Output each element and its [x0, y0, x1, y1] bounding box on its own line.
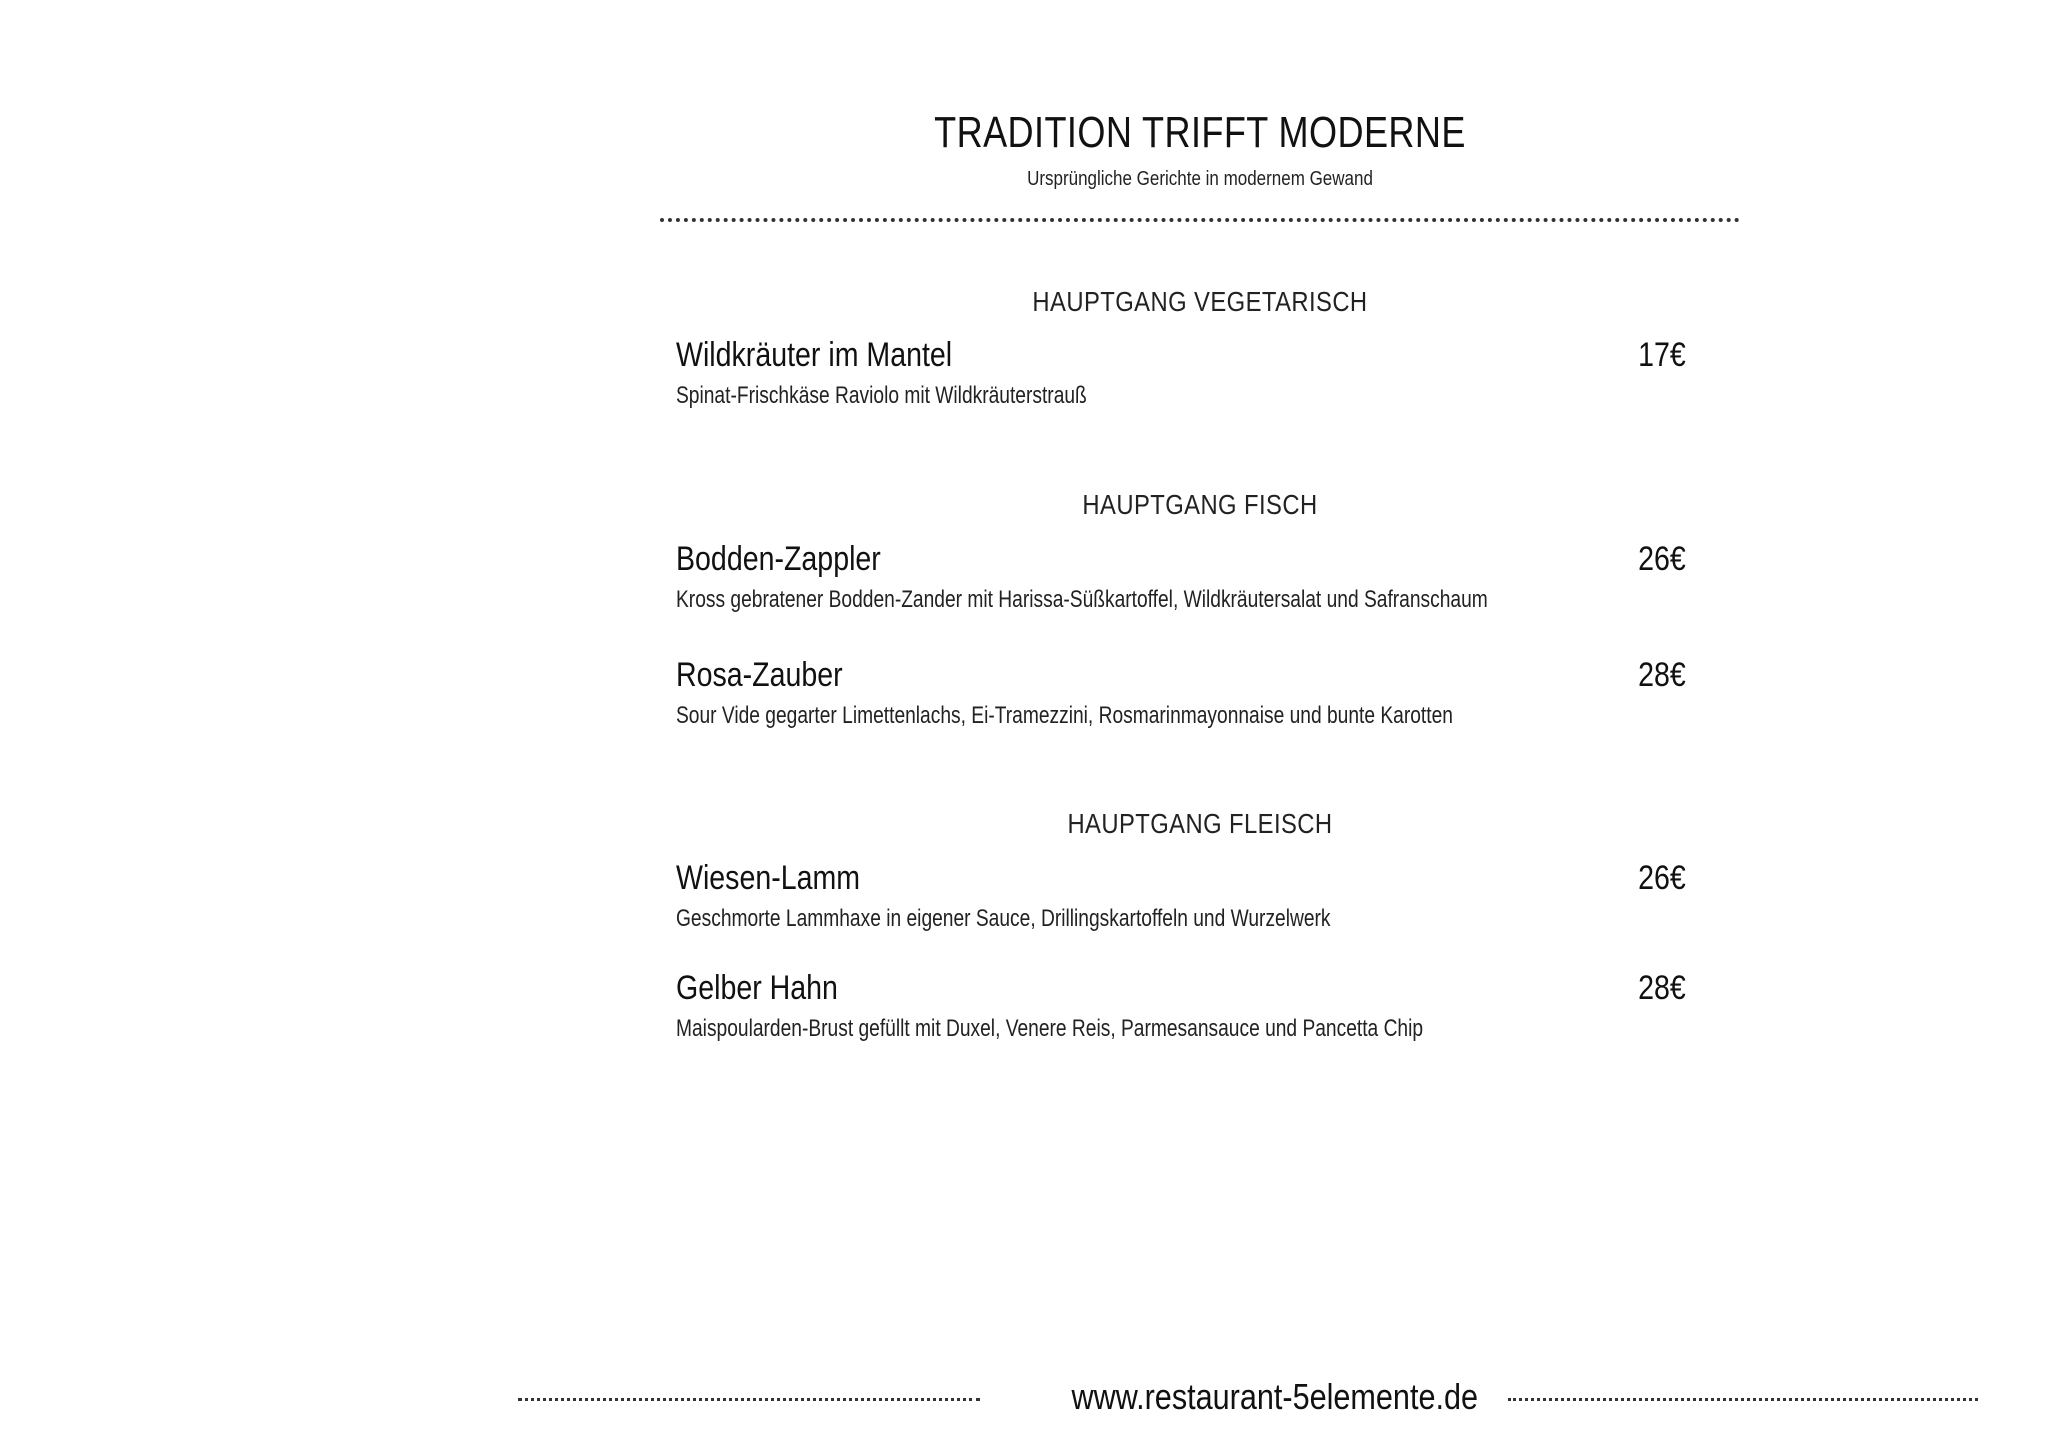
dotted-divider: [660, 218, 1740, 222]
dish-price: 28€: [1638, 656, 1686, 694]
dish-name: Wildkräuter im Mantel: [676, 336, 953, 374]
dish-description: Spinat-Frischkäse Raviolo mit Wildkräuterstrauß: [676, 382, 1087, 409]
dish-description: Geschmorte Lammhaxe in eigener Sauce, Drillingskartoffeln und Wurzelwerk: [676, 905, 1331, 932]
dish-price: 26€: [1638, 859, 1686, 897]
dish-name: Rosa-Zauber: [676, 656, 843, 694]
section-heading-fleisch: HAUPTGANG FLEISCH: [1067, 808, 1333, 839]
dish-name: Gelber Hahn: [676, 969, 838, 1007]
dish-description: Kross gebratener Bodden-Zander mit Harissa-Süßkartoffel, Wildkräutersalat und Safranschaum: [676, 586, 1488, 613]
menu-item: [676, 656, 1686, 730]
menu-item: [676, 540, 1686, 614]
dish-description: Maispoularden-Brust gefüllt mit Duxel, Venere Reis, Parmesansauce und Pancetta Chip: [676, 1015, 1424, 1042]
menu-item: [676, 336, 1686, 410]
page-title: TRADITION TRIFFT MODERNE: [934, 108, 1466, 157]
menu-item: [676, 859, 1686, 933]
menu-item: [676, 969, 1686, 1043]
dish-description: Sour Vide gegarter Limettenlachs, Ei-Tramezzini, Rosmarinmayonnaise und bunte Karotten: [676, 702, 1453, 729]
page-subtitle: Ursprüngliche Gerichte in modernem Gewand: [1027, 168, 1373, 190]
dish-price: 26€: [1638, 540, 1686, 578]
dish-price: 17€: [1638, 336, 1686, 374]
footer-divider-left: [518, 1398, 980, 1401]
section-heading-fisch: HAUPTGANG FISCH: [1082, 489, 1318, 520]
dish-price: 28€: [1638, 969, 1686, 1007]
dish-name: Wiesen-Lamm: [676, 859, 861, 897]
section-heading-vegetarisch: HAUPTGANG VEGETARISCH: [1032, 286, 1368, 317]
dish-name: Bodden-Zappler: [676, 540, 881, 578]
footer-website-url: www.restaurant-5elemente.de: [1071, 1376, 1479, 1417]
footer-divider-right: [1508, 1398, 1978, 1401]
